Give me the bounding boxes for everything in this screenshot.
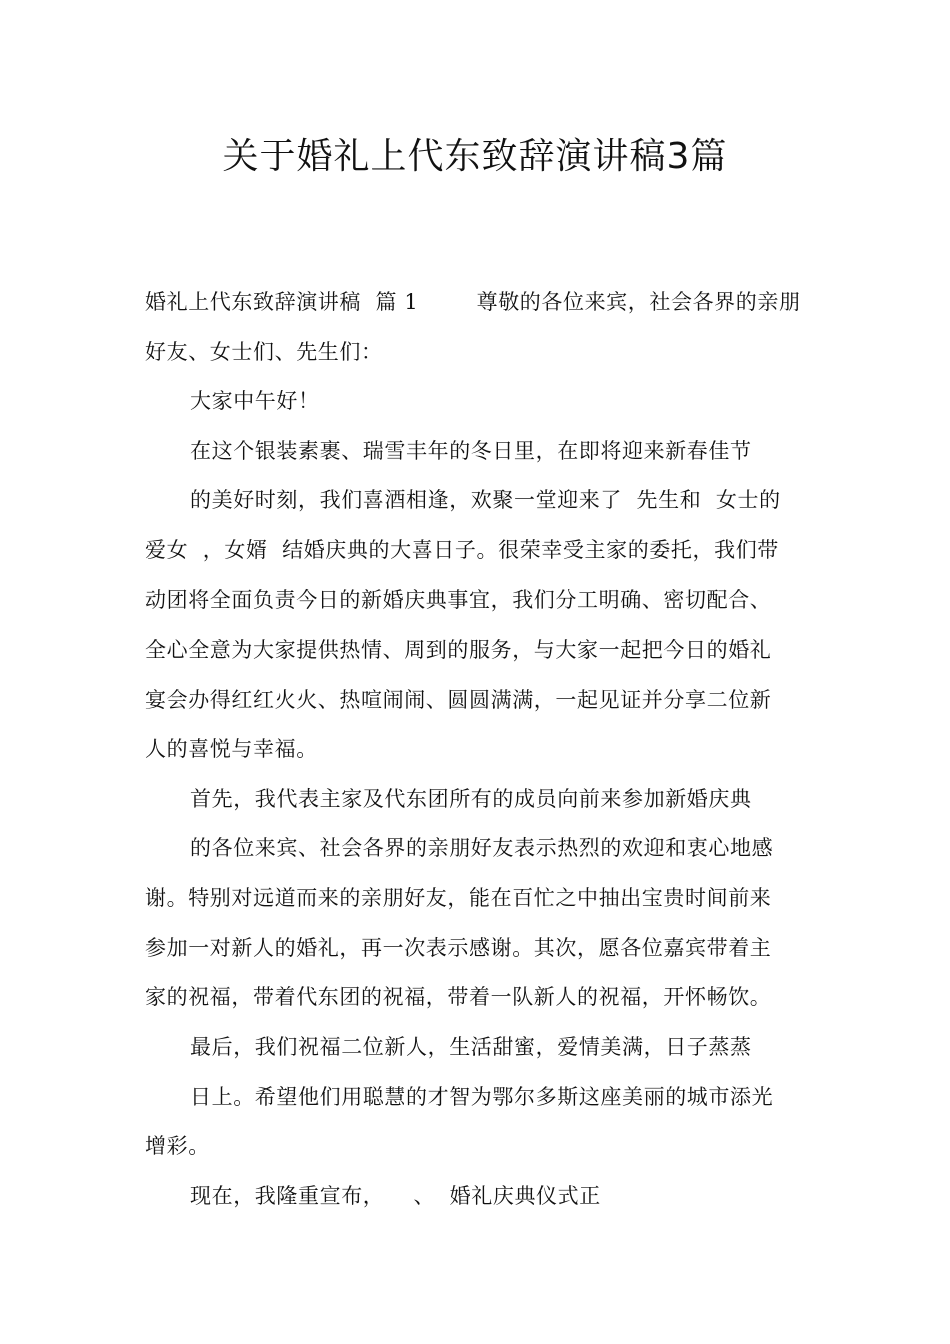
body-line: 全心全意为大家提供热情、周到的服务，与大家一起把今日的婚礼 — [145, 638, 772, 662]
body-line: 爱女 ，女婿 结婚庆典的大喜日子。很荣幸受主家的委托，我们带 — [145, 538, 779, 562]
body-line: 最后，我们祝福二位新人，生活甜蜜，爱情美满，日子蒸蒸 — [190, 1035, 752, 1059]
body-line: 好友、女士们、先生们： — [145, 340, 383, 364]
body-line: 家的祝福，带着代东团的祝福，带着一队新人的祝福，开怀畅饮。 — [145, 985, 772, 1009]
body-line: 增彩。 — [145, 1134, 210, 1158]
body-line: 首先，我代表主家及代东团所有的成员向前来参加新婚庆典 — [190, 787, 752, 811]
body-line: 现在，我隆重宣布， 、 婚礼庆典仪式正 — [190, 1184, 601, 1208]
body-line: 参加一对新人的婚礼，再一次表示感谢。其次，愿各位嘉宾带着主 — [145, 936, 772, 960]
document-title: 关于婚礼上代东致辞演讲稿3篇 — [222, 136, 728, 177]
body-line: 的各位来宾、社会各界的亲朋好友表示热烈的欢迎和衷心地感 — [190, 836, 774, 860]
body-line: 宴会办得红红火火、热喧闹闹、圆圆满满，一起见证并分享二位新 — [145, 688, 772, 712]
body-line: 的美好时刻，我们喜酒相逢，欢聚一堂迎来了 先生和 女士的 — [190, 488, 781, 512]
body-line: 婚礼上代东致辞演讲稿 篇 1 尊敬的各位来宾，社会各界的亲朋 — [145, 290, 801, 314]
body-line: 人的喜悦与幸福。 — [145, 737, 318, 761]
body-line: 动团将全面负责今日的新婚庆典事宜，我们分工明确、密切配合、 — [145, 588, 772, 612]
body-line: 谢。特别对远道而来的亲朋好友，能在百忙之中抽出宝贵时间前来 — [145, 886, 772, 910]
body-line: 大家中午好！ — [190, 389, 320, 413]
body-line: 日上。希望他们用聪慧的才智为鄂尔多斯这座美丽的城市添光 — [190, 1085, 774, 1109]
body-line: 在这个银装素裹、瑞雪丰年的冬日里，在即将迎来新春佳节 — [190, 439, 752, 463]
